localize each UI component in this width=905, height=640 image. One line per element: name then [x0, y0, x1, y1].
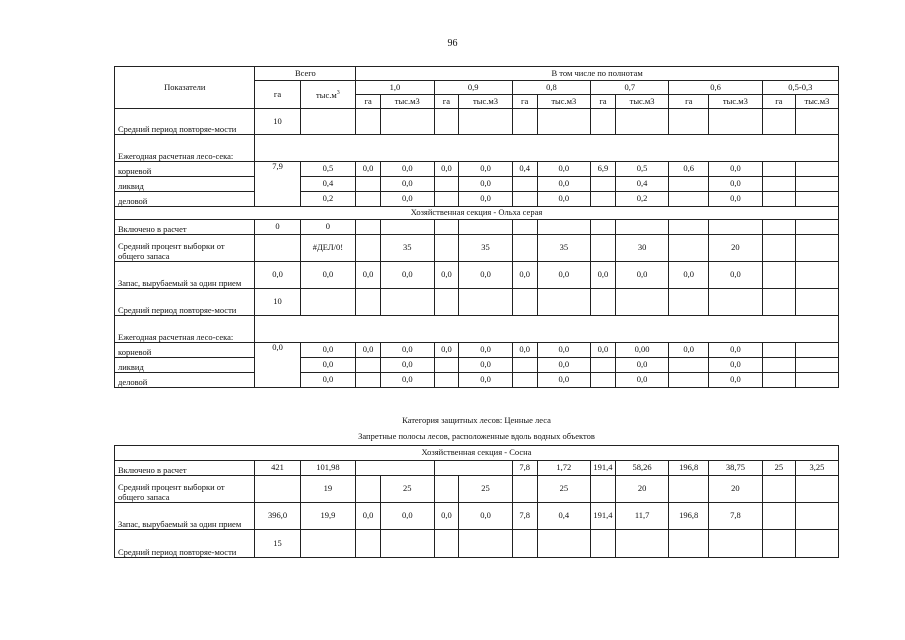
row-label: Запас, вырубаемый за один прием — [115, 262, 255, 289]
cell: 191,4 — [591, 461, 616, 476]
cell: 30 — [615, 235, 669, 262]
header-thous-m3-text: тыс.м — [316, 89, 337, 100]
cell: 0,0 — [709, 343, 763, 358]
table-row — [115, 289, 839, 316]
cell: 0,0 — [709, 162, 763, 177]
cell: 0,0 — [512, 343, 537, 358]
cell: 7,8 — [709, 503, 763, 530]
cell: 0,0 — [356, 503, 381, 530]
subheader-thous: тыс.м3 — [380, 95, 434, 109]
forest-table-bottom — [114, 445, 839, 558]
table-row — [115, 503, 839, 530]
cell: 0,0 — [380, 358, 434, 373]
cell: 0 — [255, 220, 300, 235]
cell: 0,0 — [380, 343, 434, 358]
cell: 0,0 — [512, 262, 537, 289]
cell: 58,26 — [615, 461, 669, 476]
cell: 0,0 — [537, 262, 591, 289]
cell: 0,0 — [380, 262, 434, 289]
row-label: Средний процент выборки от общего запаса — [115, 476, 255, 503]
table-row — [115, 476, 839, 503]
row-label: Средний период повторяе-мости — [115, 109, 255, 135]
table-row — [115, 316, 839, 343]
cell: 0,0 — [669, 262, 709, 289]
cell: 0,0 — [434, 343, 459, 358]
cell: 0,0 — [356, 262, 381, 289]
cell: 0,0 — [300, 262, 356, 289]
table-row — [115, 461, 839, 476]
row-label: Включено в расчет — [115, 461, 255, 476]
cell: 0,2 — [615, 192, 669, 207]
row-label: корневой — [115, 343, 255, 358]
cell: 0,0 — [591, 343, 616, 358]
subheader-thous: тыс.м3 — [795, 95, 838, 109]
cell: 0,0 — [255, 343, 300, 388]
row-label: Средний период повторяе-мости — [115, 530, 255, 558]
row-label: деловой — [115, 373, 255, 388]
cell: 25 — [762, 461, 795, 476]
cell: 0,0 — [434, 503, 459, 530]
table-row — [115, 220, 839, 235]
header-sup: 3 — [336, 89, 340, 96]
cell: 0,0 — [537, 343, 591, 358]
cell: 0,4 — [512, 162, 537, 177]
cell: 7,8 — [512, 461, 537, 476]
cell: 196,8 — [669, 503, 709, 530]
cell: 0,0 — [380, 503, 434, 530]
cell: 35 — [459, 235, 513, 262]
cell: 0,0 — [615, 358, 669, 373]
cell: 7,9 — [255, 162, 300, 207]
header-including: В том числе по полнотам — [356, 67, 839, 81]
cell: 0,0 — [380, 177, 434, 192]
cell: 0,0 — [709, 177, 763, 192]
row-label: Средний процент выборки от общего запаса — [115, 235, 255, 262]
cell: 25 — [380, 476, 434, 503]
cell: 0,0 — [459, 177, 513, 192]
subheader-ha: га — [591, 95, 616, 109]
cell: 191,4 — [591, 503, 616, 530]
header-thous-m3 — [300, 81, 356, 109]
cell: 0,0 — [255, 262, 300, 289]
cell: 0,4 — [300, 177, 356, 192]
section-title-sosna: Хозяйственная секция - Сосна — [115, 446, 839, 461]
section-title-olkha: Хозяйственная секция - Ольха серая — [115, 207, 839, 220]
cell: 25 — [537, 476, 591, 503]
table-row — [115, 177, 839, 192]
subheader-ha: га — [356, 95, 381, 109]
cell: 0,0 — [300, 343, 356, 358]
row-label: Средний период повторяе-мости — [115, 289, 255, 316]
subheader-ha: га — [512, 95, 537, 109]
cell: 0,0 — [356, 343, 381, 358]
row-label: Запас, вырубаемый за один прием — [115, 503, 255, 530]
table-row — [115, 358, 839, 373]
cell: 0,0 — [537, 177, 591, 192]
subheader-thous: тыс.м3 — [615, 95, 669, 109]
row-label: ликвид — [115, 177, 255, 192]
header-density: 0,9 — [434, 81, 512, 95]
cell — [255, 135, 839, 162]
cell: 0,0 — [709, 262, 763, 289]
cell: 19 — [300, 476, 356, 503]
header-total: Всего — [255, 67, 356, 81]
row-label: Ежегодная расчетная лесо-сека: — [115, 135, 255, 162]
cell: 0,0 — [615, 262, 669, 289]
cell: 0,0 — [380, 192, 434, 207]
cell: 0,0 — [709, 358, 763, 373]
subheader-ha: га — [762, 95, 795, 109]
cell: 0,0 — [300, 373, 356, 388]
table-row — [115, 109, 839, 135]
subheader-thous: тыс.м3 — [709, 95, 763, 109]
header-density: 0,5-0,3 — [762, 81, 838, 95]
row-label: деловой — [115, 192, 255, 207]
cell: 35 — [537, 235, 591, 262]
cell: 38,75 — [709, 461, 763, 476]
cell: 35 — [380, 235, 434, 262]
cell: 20 — [709, 235, 763, 262]
cell: 0,4 — [537, 503, 591, 530]
table-row — [115, 192, 839, 207]
cell: 10 — [255, 289, 300, 316]
header-density: 1,0 — [356, 81, 434, 95]
cell: 0,0 — [591, 262, 616, 289]
table-row — [115, 262, 839, 289]
table-row — [115, 135, 839, 162]
cell: 1,72 — [537, 461, 591, 476]
cell: 0,00 — [615, 343, 669, 358]
subheader-thous: тыс.м3 — [459, 95, 513, 109]
cell: 0,6 — [669, 162, 709, 177]
cell: 0,0 — [615, 373, 669, 388]
cell: 3,25 — [795, 461, 838, 476]
category-caption: Категория защитных лесов: Ценные леса — [402, 415, 551, 425]
cell: 421 — [255, 461, 300, 476]
cell: 11,7 — [615, 503, 669, 530]
cell: 0,0 — [459, 358, 513, 373]
cell: 0,0 — [459, 162, 513, 177]
cell: 0,0 — [380, 373, 434, 388]
cell: 0,0 — [709, 373, 763, 388]
page-number: 96 — [447, 38, 458, 49]
cell: 0,0 — [434, 162, 459, 177]
row-label: корневой — [115, 162, 255, 177]
cell: 20 — [615, 476, 669, 503]
cell: 0,4 — [615, 177, 669, 192]
header-ha: га — [255, 81, 300, 109]
cell — [255, 316, 839, 343]
cell: 0,0 — [459, 373, 513, 388]
cell: 0,5 — [615, 162, 669, 177]
cell: 0,0 — [459, 262, 513, 289]
cell: 0,0 — [300, 358, 356, 373]
cell: 0,0 — [537, 373, 591, 388]
subheader-thous: тыс.м3 — [537, 95, 591, 109]
zone-caption: Запретные полосы лесов, расположенные вдоль водных объектов — [358, 431, 595, 441]
table-row — [115, 530, 839, 558]
cell: 0,0 — [537, 192, 591, 207]
cell: 0,0 — [380, 162, 434, 177]
row-label: ликвид — [115, 358, 255, 373]
cell: 25 — [459, 476, 513, 503]
subheader-ha: га — [669, 95, 709, 109]
cell: 0,0 — [709, 192, 763, 207]
cell: 15 — [255, 530, 300, 558]
cell: 0,0 — [459, 343, 513, 358]
cell: 0,0 — [459, 192, 513, 207]
cell: 396,0 — [255, 503, 300, 530]
cell: 101,98 — [300, 461, 356, 476]
cell: 6,9 — [591, 162, 616, 177]
cell: 0,0 — [537, 358, 591, 373]
header-indicators: Показатели — [115, 67, 255, 109]
cell: 0,0 — [356, 162, 381, 177]
cell: 0,0 — [537, 162, 591, 177]
cell: 0,5 — [300, 162, 356, 177]
cell: 0,0 — [459, 503, 513, 530]
cell: 0 — [300, 220, 356, 235]
table-row — [115, 373, 839, 388]
cell: 0,0 — [669, 343, 709, 358]
row-label: Ежегодная расчетная лесо-сека: — [115, 316, 255, 343]
cell: 19,9 — [300, 503, 356, 530]
cell: #ДЕЛ/0! — [300, 235, 356, 262]
header-density: 0,6 — [669, 81, 762, 95]
table-row — [115, 343, 839, 358]
table-row — [115, 162, 839, 177]
forest-table-top — [114, 66, 839, 388]
table-row — [115, 235, 839, 262]
cell: 10 — [255, 109, 300, 135]
subheader-ha: га — [434, 95, 459, 109]
row-label: Включено в расчет — [115, 220, 255, 235]
cell: 0,0 — [434, 262, 459, 289]
header-density: 0,7 — [591, 81, 669, 95]
cell: 196,8 — [669, 461, 709, 476]
cell: 20 — [709, 476, 763, 503]
cell: 7,8 — [512, 503, 537, 530]
cell: 0,2 — [300, 192, 356, 207]
header-density: 0,8 — [512, 81, 590, 95]
